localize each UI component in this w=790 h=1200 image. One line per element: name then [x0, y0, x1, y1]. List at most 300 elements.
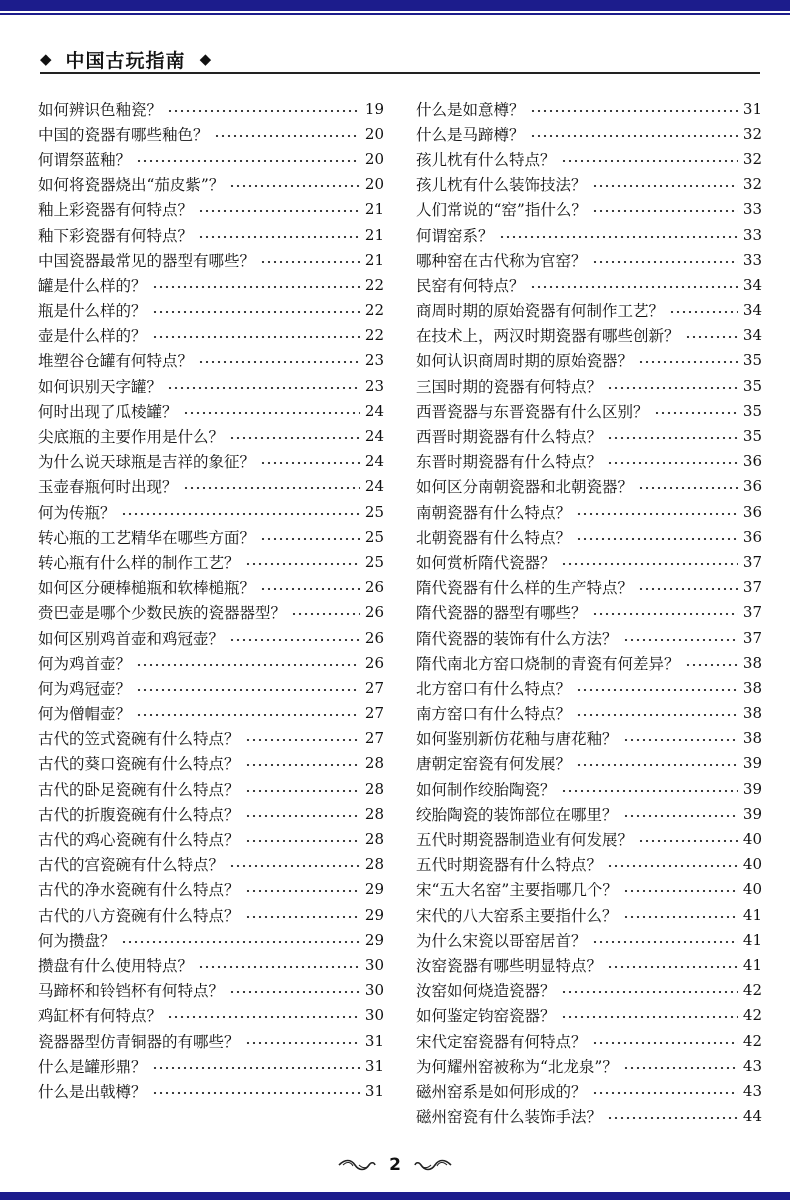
toc-entry-page: 40 — [742, 855, 762, 874]
toc-entry-title: 何为鸡首壶？ — [38, 654, 132, 673]
dot-leader — [245, 739, 360, 741]
toc-entry-title: 隋代南北方窑口烧制的青瓷有何差异？ — [416, 654, 680, 673]
toc-entry-page: 28 — [364, 754, 384, 773]
toc-entry — [416, 978, 762, 1003]
toc-entry — [416, 927, 762, 952]
toc-entry — [416, 675, 762, 700]
toc-entry-title: 哪种窑在古代称为官窑？ — [416, 251, 587, 270]
dot-leader — [152, 1092, 360, 1094]
toc-entry-title: 什么是如意樽？ — [416, 100, 525, 119]
dot-leader — [607, 1117, 738, 1119]
toc-entry — [38, 575, 384, 600]
toc-entry-page: 38 — [742, 729, 762, 748]
toc-entry-title: 绞胎陶瓷的装饰部位在哪里？ — [416, 805, 618, 824]
dot-leader — [136, 689, 360, 691]
toc-entry-title: 为什么宋瓷以哥窑居首？ — [416, 931, 587, 950]
dot-leader — [245, 815, 360, 817]
toc-entry-page: 37 — [742, 578, 762, 597]
toc-entry-title: 南方窑口有什么特点？ — [416, 705, 572, 724]
toc-entry — [38, 726, 384, 751]
toc-entry-title: 马蹄杯和铃铛杯有何特点？ — [38, 982, 225, 1001]
toc-entry — [38, 247, 384, 272]
toc-entry — [38, 373, 384, 398]
toc-entry — [38, 1028, 384, 1053]
dot-leader — [260, 538, 360, 540]
toc-entry — [38, 121, 384, 146]
toc-entry-title: 堆塑谷仓罐有何特点？ — [38, 352, 194, 371]
toc-entry-title: 为何耀州窑被称为“北龙泉”？ — [416, 1057, 618, 1076]
toc-entry-page: 35 — [742, 401, 762, 420]
toc-entry — [38, 675, 384, 700]
dot-leader — [229, 639, 360, 641]
toc-entry-title: 如何辨识色釉瓷？ — [38, 100, 163, 119]
dot-leader — [561, 1016, 738, 1018]
toc-entry — [38, 877, 384, 902]
dot-leader — [576, 538, 738, 540]
dot-leader — [607, 462, 738, 464]
toc-entry-page: 33 — [742, 250, 762, 269]
toc-entry-title: 罐是什么样的？ — [38, 276, 147, 295]
toc-entry-page: 22 — [364, 326, 384, 345]
toc-entry-title: 何谓窑系？ — [416, 226, 494, 245]
toc-entry-page: 32 — [742, 149, 762, 168]
toc-entry-title: 五代时期瓷器制造业有何发展？ — [416, 831, 634, 850]
dot-leader — [152, 336, 360, 338]
dot-leader — [214, 135, 360, 137]
toc-entry — [38, 398, 384, 423]
toc-entry — [416, 222, 762, 247]
toc-entry-page: 21 — [364, 225, 384, 244]
toc-entry-title: 东晋时期瓷器有什么特点？ — [416, 453, 603, 472]
dot-leader — [260, 588, 360, 590]
toc-entry-title: 瓷器器型仿青铜器的有哪些？ — [38, 1032, 240, 1051]
toc-entry-page: 29 — [364, 930, 384, 949]
toc-entry-page: 41 — [742, 930, 762, 949]
dot-leader — [623, 890, 738, 892]
running-header — [40, 44, 760, 74]
dot-leader — [576, 513, 738, 515]
dot-leader — [152, 1067, 360, 1069]
toc-entry-title: 古代的笠式瓷碗有什么特点？ — [38, 730, 240, 749]
toc-entry — [416, 423, 762, 448]
toc-entry — [416, 625, 762, 650]
toc-entry-page: 28 — [364, 779, 384, 798]
toc-entry-title: 瓶是什么样的？ — [38, 302, 147, 321]
toc-entry-page: 40 — [742, 830, 762, 849]
toc-entry — [38, 172, 384, 197]
toc-entry-page: 37 — [742, 603, 762, 622]
dot-leader — [561, 160, 738, 162]
toc-entry — [416, 348, 762, 373]
toc-entry-title: 如何区分硬棒槌瓶和软棒槌瓶？ — [38, 579, 256, 598]
toc-entry — [416, 121, 762, 146]
toc-entry-page: 31 — [742, 99, 762, 118]
book-title: 中国古玩指南 — [65, 49, 186, 72]
toc-column-left — [38, 96, 384, 1104]
dot-leader — [229, 437, 360, 439]
toc-entry — [38, 801, 384, 826]
toc-entry — [416, 701, 762, 726]
dot-leader — [530, 286, 738, 288]
toc-entry — [38, 927, 384, 952]
toc-entry — [416, 1104, 762, 1129]
toc-entry-page: 28 — [364, 804, 384, 823]
dot-leader — [623, 916, 738, 918]
dot-leader — [654, 412, 738, 414]
dot-leader — [245, 916, 360, 918]
table-of-contents — [38, 96, 762, 1136]
toc-entry — [38, 600, 384, 625]
toc-entry-title: 西晋瓷器与东晋瓷器有什么区别？ — [416, 402, 649, 421]
page-number: 2 — [389, 1155, 401, 1175]
toc-entry — [416, 575, 762, 600]
toc-entry — [38, 524, 384, 549]
dot-leader — [229, 185, 360, 187]
toc-entry-page: 26 — [364, 603, 384, 622]
dot-leader — [198, 236, 360, 238]
toc-entry — [38, 625, 384, 650]
toc-entry — [416, 298, 762, 323]
toc-entry — [38, 298, 384, 323]
dot-leader — [576, 689, 738, 691]
toc-entry-page: 38 — [742, 653, 762, 672]
toc-entry-title: 汝窑瓷器有哪些明显特点？ — [416, 956, 603, 975]
toc-entry-title: 如何认识商周时期的原始瓷器？ — [416, 352, 634, 371]
toc-entry — [416, 272, 762, 297]
toc-entry — [38, 1053, 384, 1078]
header-rule — [40, 72, 760, 74]
toc-entry — [38, 751, 384, 776]
toc-entry-page: 38 — [742, 678, 762, 697]
toc-entry-page: 34 — [742, 275, 762, 294]
toc-entry-page: 35 — [742, 427, 762, 446]
toc-entry-page: 24 — [364, 427, 384, 446]
toc-entry-page: 20 — [364, 124, 384, 143]
toc-entry-title: 五代时期瓷器有什么特点？ — [416, 856, 603, 875]
toc-entry-title: 什么是出戟樽？ — [38, 1082, 147, 1101]
toc-entry — [416, 801, 762, 826]
toc-entry-title: 民窑有何特点？ — [416, 276, 525, 295]
toc-entry-title: 何为传瓶？ — [38, 503, 116, 522]
toc-entry-title: 如何制作绞胎陶瓷？ — [416, 780, 556, 799]
dot-leader — [260, 462, 360, 464]
dot-leader — [607, 966, 738, 968]
toc-entry-page: 36 — [742, 477, 762, 496]
toc-entry-page: 32 — [742, 124, 762, 143]
toc-entry-page: 21 — [364, 200, 384, 219]
toc-entry-page: 24 — [364, 401, 384, 420]
toc-entry — [38, 549, 384, 574]
toc-entry — [416, 1053, 762, 1078]
toc-entry-page: 24 — [364, 477, 384, 496]
dot-leader — [183, 487, 360, 489]
dot-leader — [245, 764, 360, 766]
dot-leader — [530, 135, 738, 137]
toc-entry-title: 中国的瓷器有哪些釉色？ — [38, 125, 209, 144]
dot-leader — [561, 790, 738, 792]
toc-entry-page: 40 — [742, 880, 762, 899]
dot-leader — [198, 966, 360, 968]
dot-leader — [592, 1092, 738, 1094]
toc-entry — [38, 323, 384, 348]
toc-entry-page: 39 — [742, 754, 762, 773]
toc-entry-title: 为什么说天球瓶是吉祥的象征？ — [38, 453, 256, 472]
toc-entry-page: 31 — [364, 1081, 384, 1100]
toc-entry-page: 30 — [364, 981, 384, 1000]
toc-entry-page: 27 — [364, 678, 384, 697]
toc-entry-title: 何为攒盘？ — [38, 931, 116, 950]
toc-entry — [416, 474, 762, 499]
dot-leader — [592, 185, 738, 187]
toc-entry — [38, 423, 384, 448]
dot-leader — [245, 790, 360, 792]
toc-entry-title: 如何鉴别新仿花釉与唐花釉？ — [416, 730, 618, 749]
toc-entry-title: 隋代瓷器的器型有哪些？ — [416, 604, 587, 623]
toc-entry — [416, 650, 762, 675]
toc-entry-page: 43 — [742, 1081, 762, 1100]
toc-entry-title: 壶是什么样的？ — [38, 327, 147, 346]
dot-leader — [260, 261, 360, 263]
dot-leader — [530, 110, 738, 112]
toc-entry-title: 什么是罐形鼎？ — [38, 1057, 147, 1076]
toc-entry-title: 西晋时期瓷器有什么特点？ — [416, 428, 603, 447]
dot-leader — [607, 865, 738, 867]
toc-entry-title: 隋代瓷器有什么样的生产特点？ — [416, 579, 634, 598]
dot-leader — [499, 236, 738, 238]
dot-leader — [623, 1067, 738, 1069]
toc-entry-page: 42 — [742, 981, 762, 1000]
toc-entry-title: 磁州窑瓷有什么装饰手法？ — [416, 1108, 603, 1127]
dot-leader — [136, 160, 360, 162]
top-band — [0, 0, 790, 11]
toc-entry — [416, 852, 762, 877]
toc-entry — [416, 172, 762, 197]
toc-entry — [416, 549, 762, 574]
toc-column-right — [416, 96, 762, 1129]
diamond-icon: ◆ — [40, 50, 52, 68]
toc-entry — [416, 826, 762, 851]
dot-leader — [638, 361, 738, 363]
toc-entry — [416, 1028, 762, 1053]
toc-entry-page: 39 — [742, 804, 762, 823]
dot-leader — [685, 664, 738, 666]
dot-leader — [167, 1016, 360, 1018]
dot-leader — [152, 286, 360, 288]
toc-entry — [416, 323, 762, 348]
toc-entry-page: 26 — [364, 653, 384, 672]
toc-entry-page: 34 — [742, 326, 762, 345]
toc-entry-title: 赍巴壶是哪个少数民族的瓷器器型？ — [38, 604, 287, 623]
toc-entry — [416, 776, 762, 801]
dot-leader — [561, 563, 738, 565]
toc-entry-title: 如何区别鸡首壶和鸡冠壶？ — [38, 629, 225, 648]
toc-entry-title: 古代的宫瓷碗有什么特点？ — [38, 856, 225, 875]
toc-entry — [416, 751, 762, 776]
toc-entry-page: 31 — [364, 1056, 384, 1075]
toc-entry-page: 42 — [742, 1031, 762, 1050]
toc-entry-title: 南朝瓷器有什么特点？ — [416, 503, 572, 522]
toc-entry — [416, 600, 762, 625]
toc-entry-title: 隋代瓷器的装饰有什么方法？ — [416, 629, 618, 648]
toc-entry-title: 古代的八方瓷碗有什么特点？ — [38, 906, 240, 925]
toc-entry — [38, 852, 384, 877]
toc-entry-page: 38 — [742, 704, 762, 723]
toc-entry-title: 宋代定窑瓷器有何特点？ — [416, 1032, 587, 1051]
dot-leader — [245, 890, 360, 892]
toc-entry — [38, 348, 384, 373]
dot-leader — [291, 613, 360, 615]
toc-entry-title: 何谓祭蓝釉？ — [38, 150, 132, 169]
dot-leader — [245, 840, 360, 842]
dot-leader — [576, 714, 738, 716]
toc-entry-title: 如何赏析隋代瓷器？ — [416, 553, 556, 572]
toc-entry — [38, 902, 384, 927]
toc-entry-title: 什么是马蹄樽？ — [416, 125, 525, 144]
toc-entry-title: 如何将瓷器烧出“茄皮紫”？ — [38, 176, 225, 195]
toc-entry-title: 宋“五大名窑”主要指哪几个？ — [416, 881, 618, 900]
toc-entry-title: 如何鉴定钧窑瓷器？ — [416, 1007, 556, 1026]
toc-entry-page: 22 — [364, 301, 384, 320]
toc-entry-page: 25 — [364, 527, 384, 546]
dot-leader — [607, 437, 738, 439]
toc-entry-page: 37 — [742, 628, 762, 647]
dot-leader — [198, 361, 360, 363]
toc-entry-page: 29 — [364, 880, 384, 899]
toc-entry-page: 28 — [364, 855, 384, 874]
toc-entry-page: 37 — [742, 552, 762, 571]
toc-entry-page: 33 — [742, 225, 762, 244]
toc-entry-page: 25 — [364, 552, 384, 571]
dot-leader — [183, 412, 360, 414]
toc-entry-page: 30 — [364, 955, 384, 974]
toc-entry-page: 34 — [742, 301, 762, 320]
dot-leader — [623, 739, 738, 741]
toc-entry — [416, 398, 762, 423]
dot-leader — [592, 210, 738, 212]
dot-leader — [592, 261, 738, 263]
toc-entry-page: 26 — [364, 628, 384, 647]
toc-entry — [416, 952, 762, 977]
toc-entry — [38, 449, 384, 474]
toc-entry-title: 转心瓶的工艺精华在哪些方面？ — [38, 528, 256, 547]
toc-entry-page: 39 — [742, 779, 762, 798]
toc-entry — [416, 1078, 762, 1103]
toc-entry — [38, 650, 384, 675]
scroll-ornament-icon — [337, 1157, 377, 1173]
top-band-rule — [0, 13, 790, 15]
toc-entry-page: 32 — [742, 175, 762, 194]
dot-leader — [576, 764, 738, 766]
toc-entry — [38, 222, 384, 247]
toc-entry-page: 31 — [364, 1031, 384, 1050]
toc-entry-page: 33 — [742, 200, 762, 219]
toc-entry-title: 何时出现了瓜棱罐？ — [38, 402, 178, 421]
toc-entry-title: 古代的卧足瓷碗有什么特点？ — [38, 780, 240, 799]
toc-entry-title: 古代的葵口瓷碗有什么特点？ — [38, 755, 240, 774]
toc-entry — [38, 474, 384, 499]
toc-entry — [416, 1003, 762, 1028]
toc-entry — [38, 978, 384, 1003]
dot-leader — [121, 513, 360, 515]
toc-entry — [38, 701, 384, 726]
toc-entry-title: 人们常说的“窑”指什么？ — [416, 201, 587, 220]
toc-entry-title: 古代的折腹瓷碗有什么特点？ — [38, 805, 240, 824]
toc-entry-title: 攒盘有什么使用特点？ — [38, 956, 194, 975]
dot-leader — [245, 1042, 360, 1044]
toc-entry — [416, 247, 762, 272]
toc-entry — [38, 96, 384, 121]
toc-entry-title: 北朝瓷器有什么特点？ — [416, 528, 572, 547]
toc-entry-page: 29 — [364, 905, 384, 924]
dot-leader — [592, 613, 738, 615]
toc-entry — [416, 877, 762, 902]
toc-entry — [38, 1003, 384, 1028]
dot-leader — [245, 563, 360, 565]
toc-entry — [416, 524, 762, 549]
toc-entry-page: 41 — [742, 955, 762, 974]
dot-leader — [607, 387, 738, 389]
toc-entry-page: 44 — [742, 1107, 762, 1126]
toc-entry-title: 转心瓶有什么样的制作工艺？ — [38, 553, 240, 572]
page-footer — [0, 1150, 790, 1180]
bottom-band — [0, 1192, 790, 1200]
toc-entry — [416, 96, 762, 121]
toc-entry — [38, 146, 384, 171]
toc-entry-title: 鸡缸杯有何特点？ — [38, 1007, 163, 1026]
dot-leader — [592, 1042, 738, 1044]
toc-entry-page: 41 — [742, 905, 762, 924]
toc-entry-page: 36 — [742, 527, 762, 546]
toc-entry-page: 25 — [364, 502, 384, 521]
dot-leader — [638, 588, 738, 590]
toc-entry — [38, 952, 384, 977]
toc-entry-title: 北方窑口有什么特点？ — [416, 679, 572, 698]
toc-entry-title: 孩儿枕有什么特点？ — [416, 150, 556, 169]
dot-leader — [638, 487, 738, 489]
toc-entry-page: 36 — [742, 452, 762, 471]
toc-entry — [416, 499, 762, 524]
toc-entry — [38, 1078, 384, 1103]
toc-entry-page: 27 — [364, 704, 384, 723]
dot-leader — [623, 639, 738, 641]
toc-entry-title: 中国瓷器最常见的器型有哪些？ — [38, 251, 256, 270]
toc-entry-page: 23 — [364, 376, 384, 395]
dot-leader — [121, 941, 360, 943]
toc-entry-title: 古代的净水瓷碗有什么特点？ — [38, 881, 240, 900]
toc-entry-title: 古代的鸡心瓷碗有什么特点？ — [38, 831, 240, 850]
dot-leader — [592, 941, 738, 943]
dot-leader — [167, 110, 360, 112]
toc-entry — [38, 272, 384, 297]
toc-entry — [416, 726, 762, 751]
toc-entry-page: 21 — [364, 250, 384, 269]
toc-entry-page: 20 — [364, 149, 384, 168]
dot-leader — [198, 210, 360, 212]
toc-entry-page: 27 — [364, 729, 384, 748]
toc-entry-title: 宋代的八大窑系主要指什么？ — [416, 906, 618, 925]
toc-entry-page: 23 — [364, 351, 384, 370]
toc-entry-title: 三国时期的瓷器有何特点？ — [416, 377, 603, 396]
toc-entry-page: 19 — [364, 99, 384, 118]
toc-entry-page: 30 — [364, 1006, 384, 1025]
toc-entry — [416, 197, 762, 222]
toc-entry-page: 20 — [364, 175, 384, 194]
toc-entry-title: 汝窑如何烧造瓷器？ — [416, 982, 556, 1001]
dot-leader — [623, 815, 738, 817]
dot-leader — [136, 714, 360, 716]
toc-entry — [38, 826, 384, 851]
toc-entry-title: 磁州窑系是如何形成的？ — [416, 1082, 587, 1101]
